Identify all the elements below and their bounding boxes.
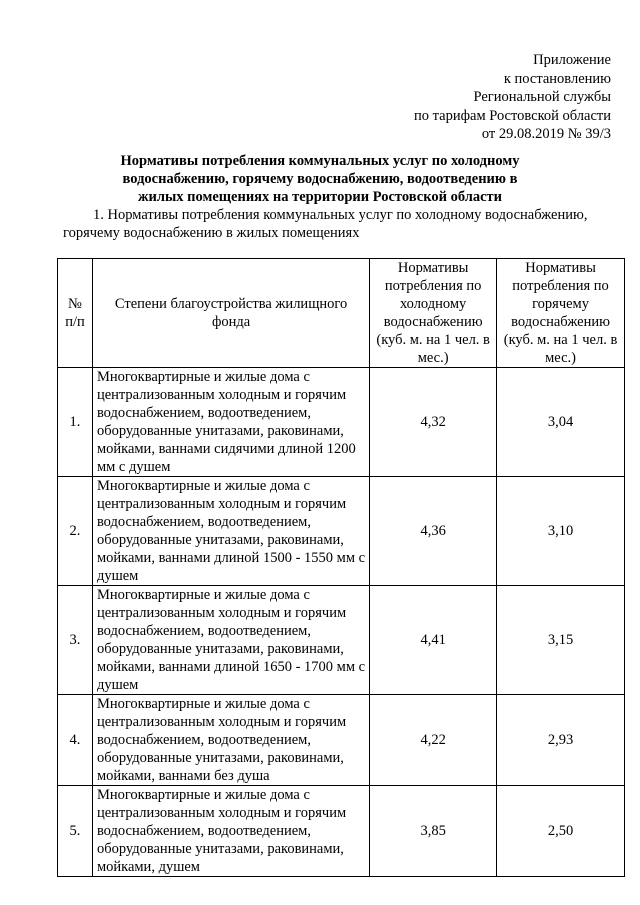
row-description: Многоквартирные и жилые дома с централизованным холодным и горячим водоснабжением, водоотведением, оборудованные унитазами, раковинами, мойками, ваннами длиной 1650 - 1700 мм с душем xyxy=(92,586,369,695)
table-row xyxy=(58,477,625,586)
row-description: Многоквартирные и жилые дома с централизованным холодным и горячим водоснабжением, водоотведением, оборудованные унитазами, раковинами, мойками, ваннами без душа xyxy=(92,695,369,786)
table-row xyxy=(58,695,625,786)
table-row xyxy=(58,786,625,877)
row-hot-value: 3,10 xyxy=(497,477,625,586)
row-cold-value: 4,36 xyxy=(370,477,497,586)
appendix-line: Приложение xyxy=(533,52,611,68)
appendix-line: Региональной службы xyxy=(473,89,611,105)
row-hot-value: 3,04 xyxy=(497,368,625,477)
header-hot-water: Нормативы потребления по горячему водоснабжению (куб. м. на 1 чел. в мес.) xyxy=(497,259,625,368)
row-description: Многоквартирные и жилые дома с централизованным холодным и горячим водоснабжением, водоотведением, оборудованные унитазами, раковинами, мойками, душем xyxy=(92,786,369,877)
row-cold-value: 3,85 xyxy=(370,786,497,877)
row-number: 5. xyxy=(58,786,93,877)
header-cold-water: Нормативы потребления по холодному водоснабжению (куб. м. на 1 чел. в мес.) xyxy=(370,259,497,368)
row-number: 3. xyxy=(58,586,93,695)
header-number: № п/п xyxy=(58,259,93,368)
section-heading: 1. Нормативы потребления коммунальных услуг по холодному водоснабжению, горячему водоснабжению в жилых помещениях xyxy=(63,207,588,241)
norms-table xyxy=(57,258,625,877)
table-header-row xyxy=(58,259,625,368)
row-number: 2. xyxy=(58,477,93,586)
row-cold-value: 4,41 xyxy=(370,586,497,695)
table-row xyxy=(58,368,625,477)
appendix-line: по тарифам Ростовской области xyxy=(414,107,611,124)
row-hot-value: 3,15 xyxy=(497,586,625,695)
row-cold-value: 4,22 xyxy=(370,695,497,786)
row-description: Многоквартирные и жилые дома с централизованным холодным и горячим водоснабжением, водоотведением, оборудованные унитазами, раковинами, мойками, ваннами длиной 1500 - 1550 мм с душем xyxy=(92,477,369,586)
row-hot-value: 2,50 xyxy=(497,786,625,877)
table-row xyxy=(58,586,625,695)
header-description: Степени благоустройства жилищного фонда xyxy=(92,259,369,368)
row-number: 4. xyxy=(58,695,93,786)
row-number: 1. xyxy=(58,368,93,477)
document-title: Нормативы потребления коммунальных услуг по холодному водоснабжению, горячему водоснабжению, водоотведению в жилых помещениях на территории Ростовской области xyxy=(120,153,520,205)
appendix-header xyxy=(414,51,611,144)
appendix-line: от 29.08.2019 № 39/3 xyxy=(481,126,611,142)
row-description: Многоквартирные и жилые дома с централизованным холодным и горячим водоснабжением, водоотведением, оборудованные унитазами, раковинами, мойками, ваннами сидячими длиной 1200 мм с душем xyxy=(92,368,369,477)
row-hot-value: 2,93 xyxy=(497,695,625,786)
row-cold-value: 4,32 xyxy=(370,368,497,477)
appendix-line: к постановлению xyxy=(503,70,611,87)
